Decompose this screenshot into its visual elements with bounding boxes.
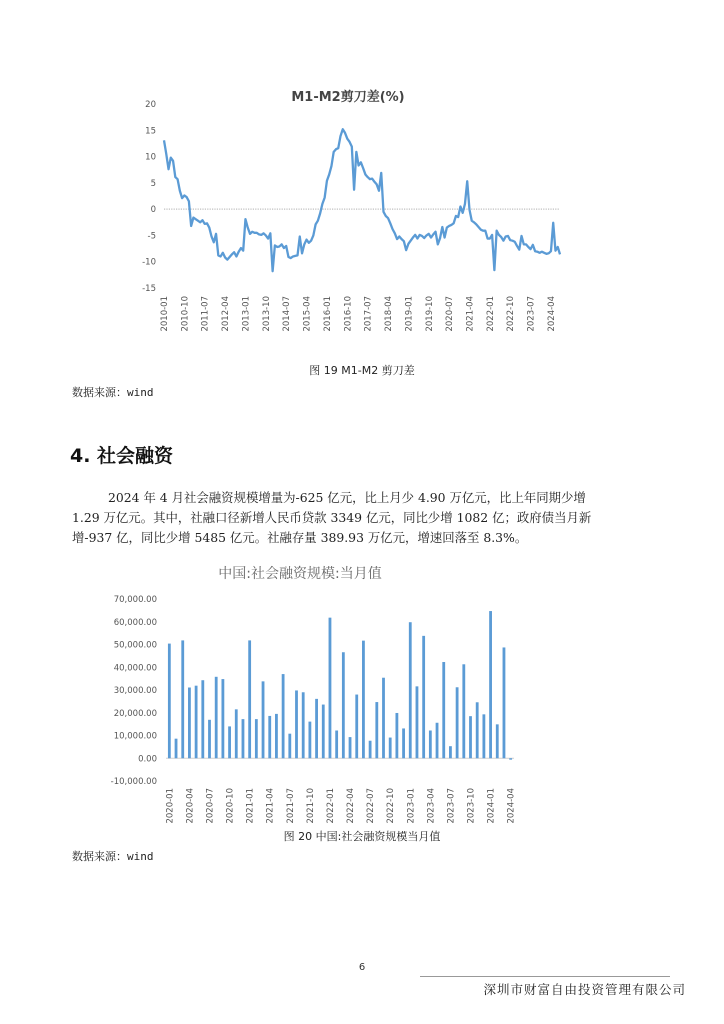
- footer-company: 深圳市财富自由投资管理有限公司: [483, 982, 686, 997]
- x-tick-label: 2015-04: [302, 296, 313, 332]
- x-tick-label: 2022-01: [325, 788, 336, 824]
- x-tick-label: 2010-01: [160, 296, 170, 332]
- bar: [221, 679, 224, 758]
- x-tick-label: 2021-04: [465, 296, 476, 332]
- footer-divider: [420, 976, 670, 977]
- x-tick-label: 2019-01: [404, 296, 415, 332]
- x-tick-label: 2022-01: [485, 296, 496, 332]
- bar: [188, 688, 191, 759]
- bar: [228, 726, 231, 758]
- y-tick-label: -10: [142, 257, 156, 268]
- x-tick-label: 2018-04: [384, 296, 395, 332]
- bar: [456, 687, 459, 758]
- bar: [496, 724, 499, 758]
- chart-title: 中国:社会融资规模:当月值: [218, 566, 382, 582]
- x-tick-label: 2023-10: [466, 788, 477, 824]
- bar: [422, 636, 425, 758]
- figure-19-caption: 图 19 M1-M2 剪刀差: [309, 364, 415, 377]
- bar: [429, 731, 432, 759]
- bar: [315, 699, 318, 758]
- x-tick-label: 2021-04: [265, 788, 276, 824]
- x-tick-label: 2023-01: [406, 788, 417, 824]
- bar: [503, 647, 506, 758]
- bar: [395, 713, 398, 758]
- section-title: 4. 社会融资: [70, 445, 174, 467]
- paragraph-line: 2024 年 4 月社会融资规模增量为-625 亿元，比上月少 4.90 万亿元，比上年同期少增: [108, 490, 586, 505]
- x-tick-label: 2020-07: [445, 296, 456, 332]
- x-tick-label: 2022-10: [386, 788, 397, 824]
- bar: [235, 709, 238, 758]
- y-tick-label: 10: [145, 152, 156, 163]
- x-tick-label: 2022-07: [366, 788, 377, 824]
- y-tick-label: 0.00: [138, 754, 157, 765]
- bar: [215, 677, 218, 758]
- x-tick-label: 2024-04: [546, 296, 557, 332]
- x-tick-label: 2023-07: [526, 296, 537, 332]
- x-tick-label: 2013-01: [241, 296, 252, 332]
- bar: [322, 705, 325, 759]
- x-tick-label: 2012-04: [221, 296, 232, 332]
- bar: [482, 714, 485, 758]
- paragraph-line: 增-937 亿，同比少增 5485 亿元。社融存量 389.93 万亿元，增速回落至 8.3%。: [72, 530, 528, 545]
- bar: [308, 722, 311, 759]
- bar: [489, 611, 492, 758]
- bar: [369, 741, 372, 759]
- bar: [509, 758, 512, 759]
- bar: [208, 720, 211, 758]
- y-tick-label: 5: [150, 178, 156, 189]
- bar: [329, 618, 332, 759]
- bar: [416, 686, 419, 758]
- bar: [469, 716, 472, 758]
- bar: [349, 737, 352, 758]
- bar: [382, 678, 385, 759]
- x-tick-label: 2014-07: [282, 296, 293, 332]
- bar: [288, 734, 291, 759]
- figure-20-caption: 图 20 中国:社会融资规模当月值: [283, 830, 441, 843]
- bar: [402, 728, 405, 758]
- bar: [255, 719, 258, 758]
- y-tick-label: 50,000.00: [113, 640, 157, 651]
- y-tick-label: -15: [142, 284, 156, 294]
- y-tick-label: 15: [145, 126, 156, 137]
- figure-20-source: 数据来源：wind: [72, 850, 154, 863]
- x-tick-label: 2020-07: [205, 788, 216, 824]
- x-tick-label: 2020-04: [185, 788, 196, 824]
- x-tick-label: 2010-10: [180, 296, 191, 332]
- bar: [302, 692, 305, 758]
- bar: [282, 674, 285, 758]
- chart-title: M1-M2剪刀差(%): [291, 90, 405, 105]
- x-tick-label: 2016-10: [343, 296, 354, 332]
- x-tick-label: 2024-04: [506, 788, 517, 824]
- x-tick-label: 2020-10: [225, 788, 236, 824]
- bar: [181, 640, 184, 758]
- x-tick-label: 2023-07: [446, 788, 457, 824]
- x-tick-label: 2022-10: [506, 296, 517, 332]
- x-tick-label: 2022-04: [346, 788, 357, 824]
- bar: [168, 644, 171, 759]
- bar: [201, 680, 204, 758]
- bar: [476, 702, 479, 758]
- bar: [342, 652, 345, 758]
- x-tick-label: 2021-07: [285, 788, 296, 824]
- y-tick-label: 40,000.00: [113, 663, 157, 674]
- bar: [355, 695, 358, 759]
- x-tick-label: 2020-01: [165, 788, 176, 824]
- y-tick-label: 60,000.00: [113, 617, 157, 628]
- y-tick-label: 0: [150, 205, 156, 216]
- y-tick-label: 70,000.00: [113, 595, 157, 605]
- x-tick-label: 2024-01: [486, 788, 497, 824]
- y-tick-label: -10,000.00: [110, 777, 157, 787]
- bar: [175, 739, 178, 759]
- figure-19-source: 数据来源：wind: [72, 386, 154, 399]
- bar: [409, 622, 412, 758]
- y-tick-label: 10,000.00: [113, 731, 157, 742]
- x-tick-label: 2023-04: [426, 788, 437, 824]
- x-tick-label: 2011-07: [200, 296, 211, 332]
- bar: [268, 716, 271, 758]
- bar: [275, 714, 278, 758]
- y-tick-label: -5: [147, 231, 156, 242]
- paragraph-line: 1.29 万亿元。其中，社融口径新增人民币贷款 3349 亿元，同比少增 1082 亿；政府债当月新: [72, 510, 592, 525]
- y-tick-label: 20,000.00: [113, 708, 157, 719]
- x-tick-label: 2019-10: [424, 296, 435, 332]
- page-number: 6: [358, 962, 366, 973]
- x-tick-label: 2016-01: [322, 296, 333, 332]
- bar: [262, 681, 265, 758]
- x-tick-label: 2013-10: [261, 296, 272, 332]
- bar: [362, 641, 365, 759]
- bar: [375, 702, 378, 758]
- bar: [436, 723, 439, 758]
- x-tick-label: 2021-01: [245, 788, 256, 824]
- x-tick-label: 2017-07: [363, 296, 374, 332]
- y-tick-label: 20: [145, 100, 156, 110]
- bar: [462, 664, 465, 758]
- bar: [242, 719, 245, 758]
- bar: [195, 686, 198, 759]
- bar: [449, 746, 452, 758]
- x-tick-label: 2021-10: [305, 788, 316, 824]
- bar: [389, 738, 392, 759]
- bar: [295, 690, 298, 758]
- bar: [248, 640, 251, 758]
- bar: [442, 662, 445, 758]
- bar: [335, 731, 338, 759]
- y-tick-label: 30,000.00: [113, 686, 157, 696]
